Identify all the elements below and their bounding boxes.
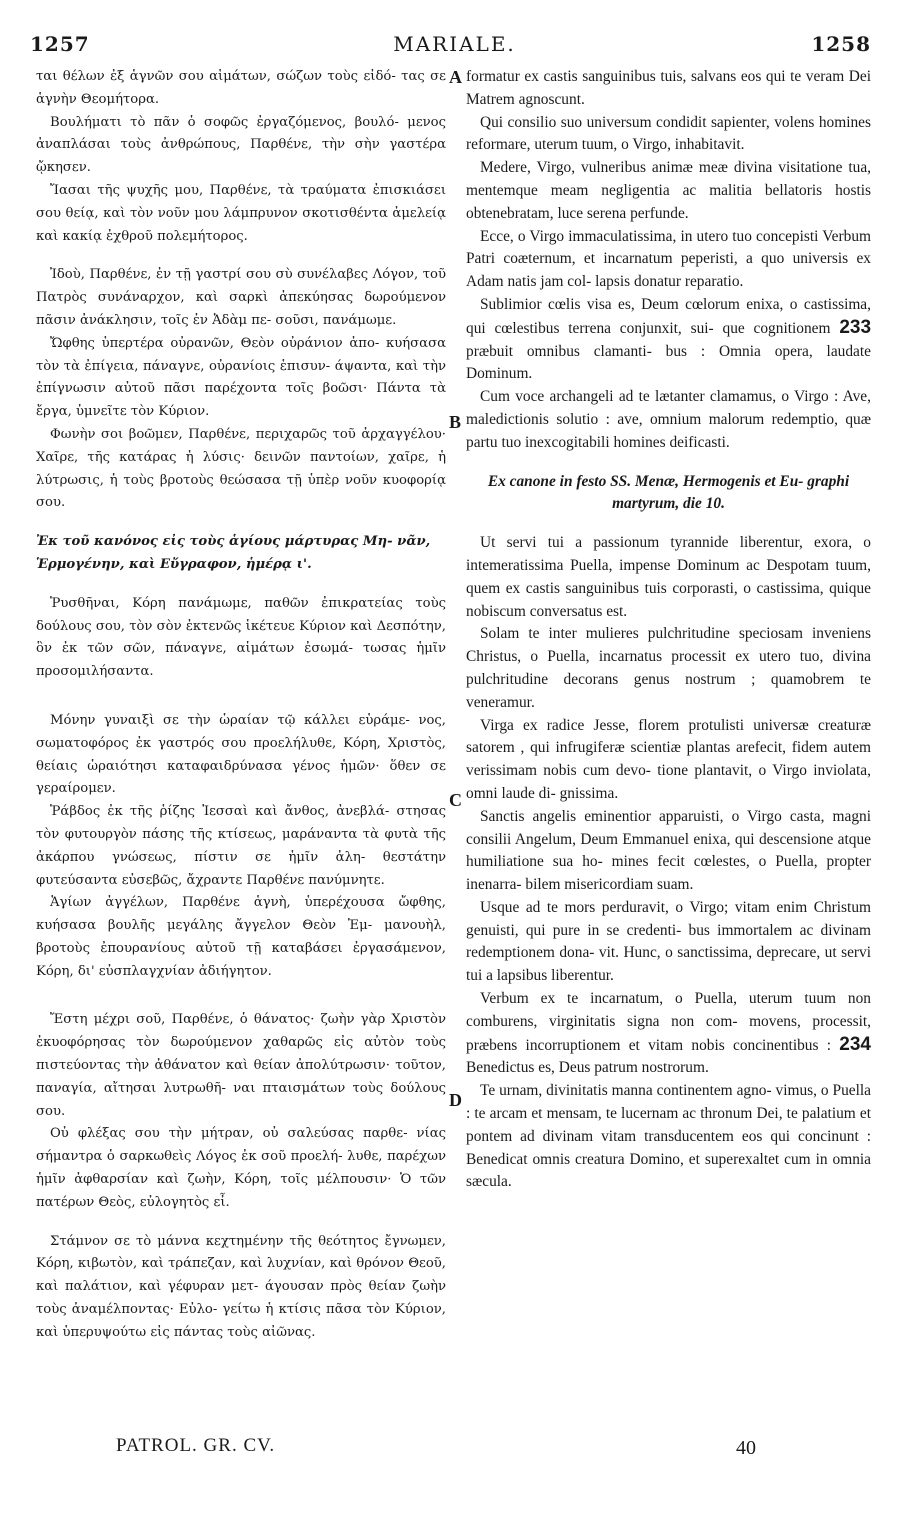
greek-paragraph: ται θέλων ἐξ ἁγνῶν σου αἱμάτων, σώζων τοὺς εἰδό- τας σε ἁγνὴν Θεομήτορα.: [36, 69, 446, 107]
latin-text: Sublimior cœlis visa es, Deum cœlorum enixa, o castissima, qui cœlestibus terrena conjunxit, sui- que cognitionem: [466, 295, 871, 337]
latin-paragraph: Sanctis angelis eminentior apparuisti, o Virgo casta, magni consilii Angelum, Deum Emmanuel enixa, qui descensione atque humiliatione sua ho- mines fecit cœlestes, o Puella, propter inenarra- bilem misericordiam suam.: [466, 807, 871, 894]
running-title: MARIALE.: [393, 32, 516, 56]
margin-mark-c: C: [449, 790, 462, 810]
footer-patrologia: PATROL. GR. CV.: [116, 1435, 276, 1456]
page-header: [0, 32, 909, 56]
right-page-number: 1258: [811, 32, 871, 56]
latin-paragraph: Medere, Virgo, vulneribus animæ meæ divina visitatione tua, mentemque meam negligentia ac malitia bellatoris hostis obtenebratam, luce serena perfunde.: [466, 159, 871, 222]
latin-column: [466, 66, 871, 1194]
greek-paragraph: Ἁγίων ἀγγέλων, Παρθένε ἁγνὴ, ὑπερέχουσα ὤφθης, κυήσασα βουλῆς μεγάλης ἄγγελον Θεὸν Ἐμ- μανουὴλ, βροτοὺς ἐπουρανίους αὐτοῦ τῇ καταβάσει ἐργασάμενον, Κόρη, δι' εὐσπλαγχνίαν ἀδιήγητον.: [36, 895, 446, 979]
latin-paragraph: Cum voce archangeli ad te lætanter clamamus, o Virgo : Ave, maledictionis solutio : ave, omnium malorum redemptio, quæ partu tuo inexcogitabili homines deificasti.: [466, 388, 871, 451]
latin-paragraph: Virga ex radice Jesse, florem protulisti universæ creaturæ satorem , qui infrugiferæ scientiæ plantas arefecit, fidem autem verissimam nobis cum devo- tione plantavit, o Virgo inviolata, omni laude di- gnissima.: [466, 716, 871, 802]
latin-paragraph: Te urnam, divinitatis manna continentem agno- vimus, o Puella : te arcam et mensam, te lucernam ac thronum Dei, te palatium et pontem ad divinam vitam transducentem eos qui concinunt : Benedicat omnis creatura Domino, et superexaltet cum in omnia sæcula.: [466, 1082, 871, 1191]
greek-paragraph: Βουλήματι τὸ πᾶν ὁ σοφῶς ἐργαζόμενος, βουλό- μενος ἀναπλάσαι τοὺς ἀνθρώπους, Παρθένε, τὴν σὴν γαστέρα ᾤκησεν.: [36, 114, 446, 176]
greek-paragraph: Οὐ φλέξας σου τὴν μήτραν, οὐ σαλεύσας παρθε- νίας σήμαντρα ὁ σαρκωθεὶς Λόγος ἐκ σοῦ προελή- λυθε, παρέχων ἡμῖν ἀφθαρσίαν καὶ ζωὴν, Κόρη, τοῖς μέλπουσιν· Ὁ τῶν πατέρων Θεὸς, εὐλογητὸς εἶ.: [36, 1126, 446, 1210]
greek-column: [36, 66, 446, 1345]
greek-paragraph: Στάμνον σε τὸ μάννα κεχτημένην τῆς θεότητος ἔγνωμεν, Κόρη, κιβωτὸν, καὶ τράπεζαν, καὶ λυχνίαν, καὶ θρόνον Θεοῦ, καὶ παλάτιον, καὶ γέφυραν μετ- άγουσαν πρὸς θείαν ζωὴν τοὺς ἀναμέλποντας· Εὐλο- γείτω ἡ κτίσις πᾶσα τὸν Κύριον, καὶ ὑπερυψούτω εἰς πάντας τοὺς αἰῶνας.: [36, 1233, 446, 1340]
column-number-234: 234: [839, 1033, 871, 1055]
greek-paragraph: Ἴασαι τῆς ψυχῆς μου, Παρθένε, τὰ τραύματα ἐπισκιάσει σου θείᾳ, καὶ τὸν νοῦν μου λάμπρυνον σκοτισθέντα ἀμελείᾳ καὶ κακίᾳ ἐχθροῦ πολεμήτορος.: [36, 182, 446, 244]
latin-text: Benedictus es, Deus patrum nostrorum.: [466, 1059, 709, 1077]
greek-paragraph: Μόνην γυναιξὶ σε τὴν ὡραίαν τῷ κάλλει εὑράμε- νος, σωματοφόρος ἐκ γαστρός σου προελήλυθε, Κόρη, Χριστὸς, θείαις ὡραιότησι καταφαιδρύνασα γένος ἡμῶν· ὅθεν σε γεραίρομεν.: [36, 712, 446, 797]
greek-paragraph: Ἔστη μέχρι σοῦ, Παρθένε, ὁ θάνατος· ζωὴν γὰρ Χριστὸν ἐκυοφόρησας τὸν δωρούμενον χαθαρῶς εἰς αὐτὸν τοὺς πιστεύοντας τὴν ἀθάνατον καὶ θείαν ἀπολύτρωσιν· τοῦτον, παναγία, αἴτησαι λυτρωθῆ- ναι πταισμάτων τοὺς δούλους σου.: [36, 1012, 446, 1119]
latin-canon-heading: Ex canone in festo SS. Menæ, Hermogenis et Eu- graphi martyrum, die 10.: [487, 472, 850, 513]
greek-paragraph: Φωνὴν σοι βοῶμεν, Παρθένε, περιχαρῶς τοῦ ἀρχαγγέλου· Χαῖρε, τῆς κατάρας ἡ λύσις· δεινῶν παντοίων, χαῖρε, ἡ λύτρωσις, ἡ τοὺς βροτοὺς θεώσασα τῇ ὑπὲρ νοῦν κυοφορίᾳ σου.: [36, 426, 446, 511]
column-number-233: 233: [839, 316, 872, 338]
greek-paragraph: Ἰδοὺ, Παρθένε, ἐν τῇ γαστρί σου σὺ συνέλαβες Λόγον, τοῦ Πατρὸς συνάναρχον, καὶ σαρκὶ ἀπεκύησας δωρούμενον πᾶσιν ἀνάκλησιν, τοῖς ἐν Ἀδὰμ πε- σοῦσι, πανάμωμε.: [36, 267, 446, 328]
latin-paragraph: Qui consilio suo universum condidit sapienter, volens homines reformare, uterum tuum, o Virgo, inhabitavit.: [466, 113, 871, 154]
margin-mark-a: A: [449, 67, 462, 87]
left-page-number: 1257: [30, 32, 90, 56]
greek-paragraph: Ῥάβδος ἐκ τῆς ῥίζης Ἰεσσαὶ καὶ ἄνθος, ἀνεβλά- στησας τὸν φυτουργὸν πάσης τῆς κτίσεως, μαράναντα τὰ φυτὰ τῆς ἀκάρπου γνώσεως, πίστιν σε ἡμῖν ἀλη- θεστάτην φυτεύσαντα εὐσεβῶς, ἄχραντε Παρθένε πανύμνητε.: [36, 804, 446, 888]
latin-text: præbuit omnibus clamanti- bus : Omnia opera, laudate Dominum.: [466, 342, 871, 383]
margin-mark-d: D: [449, 1090, 462, 1110]
latin-text: Verbum ex te incarnatum, o Puella, uterum tuum non comburens, virginitatis signa non com- movens, processit, præbens incorruptionem et vitam nobis concinentibus :: [466, 990, 871, 1054]
margin-mark-b: B: [449, 412, 462, 432]
latin-paragraph: [466, 294, 871, 386]
footer-signature-number: 40: [736, 1437, 756, 1459]
latin-paragraph: formatur ex castis sanguinibus tuis, salvans eos qui te veram Dei Matrem agnoscunt.: [466, 68, 871, 108]
latin-paragraph: Ut servi tui a passionum tyrannide liberentur, exora, o intemeratissima Puella, impense Dominum ac Despotam tuum, quem ex castis sanguinibus tuis corporasti, o castissima, quique nobiscum conversatus est.: [466, 534, 871, 620]
greek-paragraph: Ὤφθης ὑπερτέρα οὐρανῶν, Θεὸν οὐράνιον ἀπο- κυήσασα τὸν τὰ ἐπίγεια, πάναγνε, οὐρανίοις ἑπισυν- άψαντα, καὶ τὴν ἐπίγνωσιν αὐτοῦ πᾶσι παρέχοντα τοῖς βοῶσι· Πάντα τὰ ἔργα, ὑμνεῖτε τὸν Κύριον.: [36, 335, 446, 420]
greek-canon-heading: Ἐκ τοῦ κανόνος εἰς τοὺς ἁγίους μάρτυρας Μη- νᾶν, Ἑρμογένην, καὶ Εὔγραφον, ἡμέρᾳ ι'.: [36, 534, 431, 572]
latin-paragraph: [466, 988, 871, 1080]
latin-paragraph: Solam te inter mulieres pulchritudine speciosam inveniens Christus, o Puella, incarnatus processit ex utero tuo, divina pulchritudine decorans genus nostrum ; quamobrem te veneramur.: [466, 625, 871, 711]
latin-paragraph: Usque ad te mors perduravit, o Virgo; vitam enim Christum genuisti, qui pure in se credenti- bus immortalem ac divinam redemptionem dona- vit. Hunc, o sanctissima, deprecare, ut servi tui a lapsibus liberentur.: [466, 898, 871, 985]
latin-paragraph: Ecce, o Virgo immaculatissima, in utero tuo concepisti Verbum Patri coæternum, et incarnatum peperisti, a quo universis ex Adam natis jam col- lapsis donatur reparatio.: [466, 227, 871, 291]
greek-paragraph: Ῥυσθῆναι, Κόρη πανάμωμε, παθῶν ἐπικρατείας τοὺς δούλους σου, τὸν σὸν ἐκτενῶς ἱκέτευε Κύριον καὶ Δεσπότην, ὃν ἐκ τῶν σῶν, πάναγνε, αἱμάτων ἐσωμά- τωσας ἡμῖν προσομιλήσαντα.: [36, 595, 446, 680]
